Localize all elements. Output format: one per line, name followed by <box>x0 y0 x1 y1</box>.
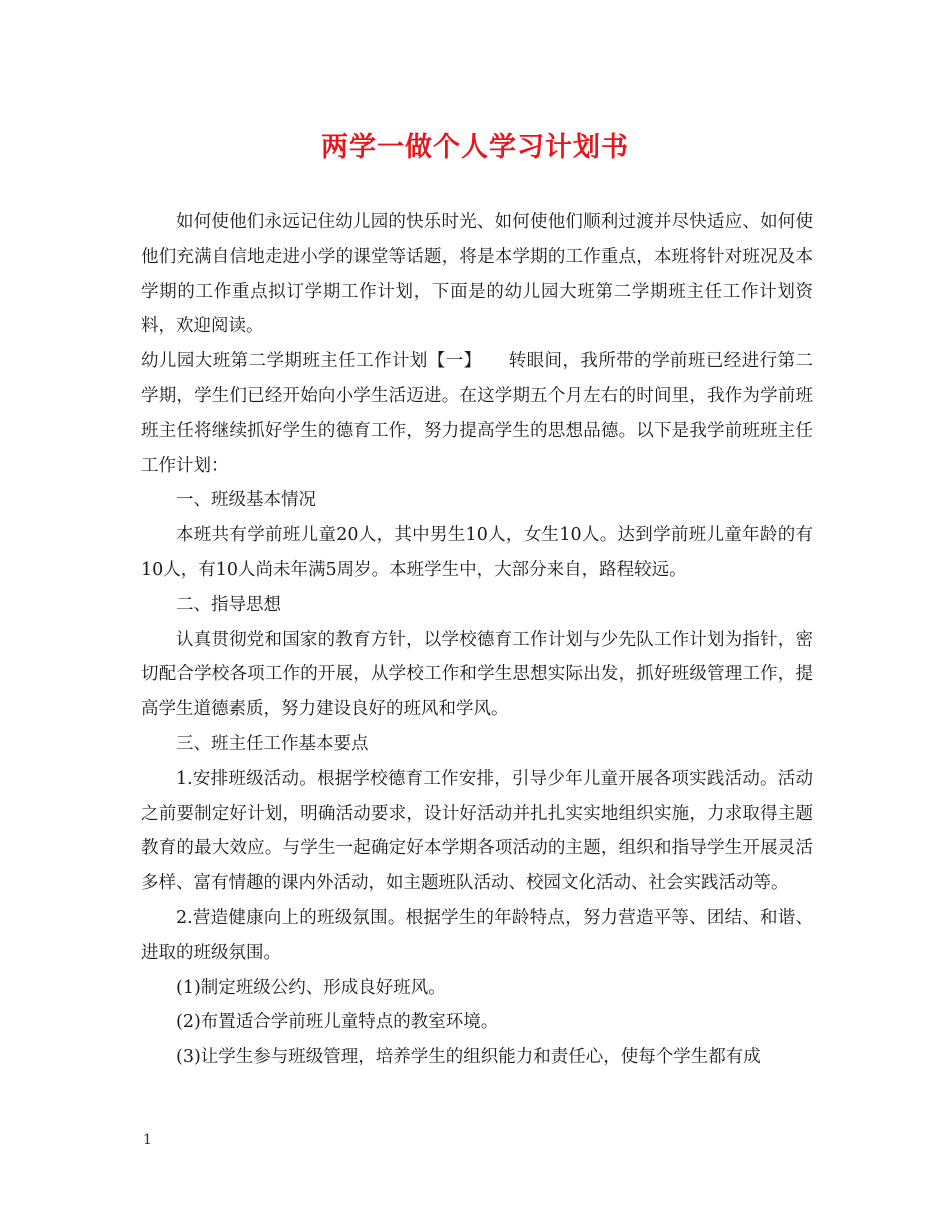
basic-info-paragraph: 本班共有学前班儿童20人，其中男生10人，女生10人。达到学前班儿童年龄的有10人，有10人尚未年满5周岁。本班学生中，大部分来自，路程较远。 <box>141 525 813 580</box>
sub-point-3: (3)让学生参与班级管理，培养学生的组织能力和责任心，使每个学生都有成 <box>176 1047 761 1068</box>
key-point-1-paragraph: 1.安排班级活动。根据学校德育工作安排，引导少年儿童开展各项实践活动。活动之前要制定好计划，明确活动要求，设计好活动并扎扎实实地组织实施，力求取得主题教育的最大效应。与学生一起确定好本学期各项活动的主题，组织和指导学生开展灵活多样、富有情趣的课内外活动，如主题班队活动、校园文化活动、社会实践活动等。 <box>141 768 813 894</box>
intro-paragraph: 如何使他们永远记住幼儿园的快乐时光、如何使他们顺利过渡并尽快适应、如何使他们充满自信地走进小学的课堂等话题，将是本学期的工作重点，本班将针对班况及本学期的工作重点拟订学期工作计划，下面是的幼儿园大班第二学期班主任工作计划资料，欢迎阅读。 <box>141 212 813 337</box>
section-heading-key-points: 三、班主任工作基本要点 <box>176 733 369 754</box>
plan-heading-paragraph: 幼儿园大班第二学期班主任工作计划【一】 转眼间，我所带的学前班已经进行第二学期，学生们已经开始向小学生活迈进。在这学期五个月左右的时间里，我作为学前班班主任将继续抓好学生的德育工作，努力提高学生的思想品德。以下是我学前班班主任工作计划： <box>141 351 813 476</box>
document-title: 两学一做个人学习计划书 <box>321 132 629 163</box>
sub-point-2: (2)布置适合学前班儿童特点的教室环境。 <box>176 1012 499 1033</box>
section-heading-basic-info: 一、班级基本情况 <box>176 490 316 511</box>
guiding-thought-paragraph: 认真贯彻党和国家的教育方针，以学校德育工作计划与少先队工作计划为指针，密切配合学校各项工作的开展，从学校工作和学生思想实际出发，抓好班级管理工作，提高学生道德素质，努力建设良好的班风和学风。 <box>141 629 813 720</box>
key-point-2-paragraph: 2.营造健康向上的班级氛围。根据学生的年龄特点，努力营造平等、团结、和谐、进取的班级氛围。 <box>141 907 813 963</box>
page-number: 1 <box>143 1132 152 1148</box>
document-body <box>141 205 813 1075</box>
sub-point-1: (1)制定班级公约、形成良好班风。 <box>176 977 446 998</box>
section-heading-guiding-thought: 二、指导思想 <box>176 594 281 615</box>
